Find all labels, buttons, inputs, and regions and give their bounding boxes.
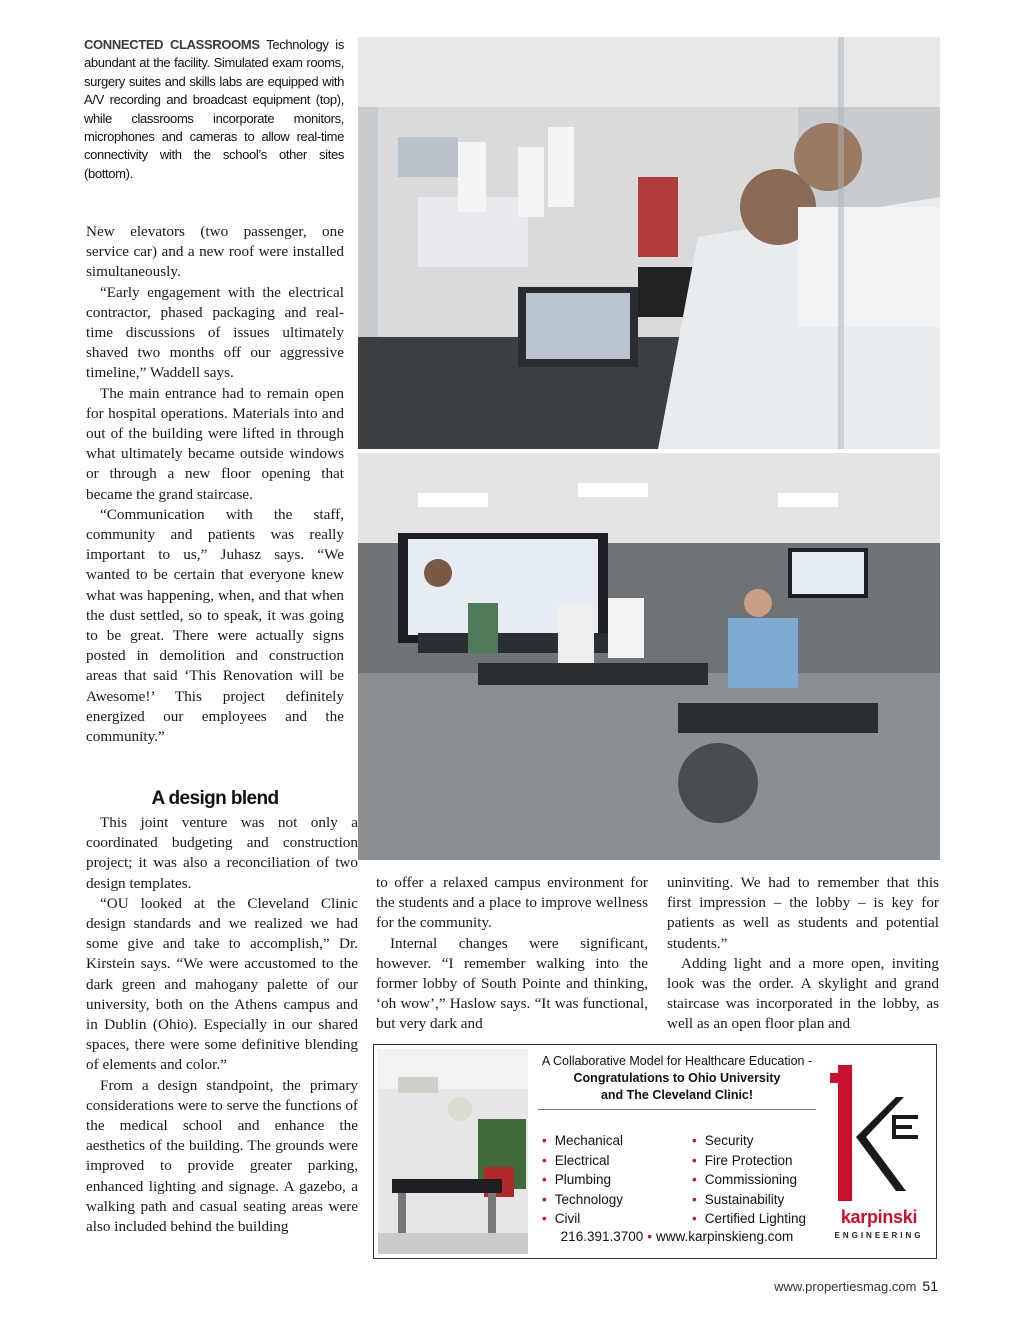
footer-site[interactable]: www.propertiesmag.com — [774, 1279, 917, 1294]
service-item: • Sustainability — [692, 1190, 862, 1210]
article-column-1-top — [86, 222, 344, 747]
karpinski-logo-mark — [826, 1063, 932, 1203]
ad-congrats-line-2: and The Cleveland Clinic! — [600, 1088, 754, 1102]
paragraph: Adding light and a more open, inviting look was the order. A skylight and grand staircase was incorporated in the lobby, as well as an open floor plan and — [667, 954, 939, 1033]
paragraph: “Communication with the staff, community and patients was really important to us,” Juhasz says. “We wanted to be certain that everyone knew what was happening, when, and that when the dust settled, so to speak, it was going to be great. There were actually signs posted in demolition and construction areas that said ‘This Renovation will be Awesome!’ This project definitely energized our employees and the community.” — [86, 505, 344, 746]
service-item: • Civil — [542, 1209, 712, 1229]
paragraph: to offer a relaxed campus environment for the students and a place to improve wellness for the community. — [376, 874, 648, 932]
article-column-2 — [376, 873, 648, 1035]
ad-phone[interactable]: 216.391.3700 — [560, 1229, 644, 1244]
service-item: • Certified Lighting — [692, 1209, 862, 1229]
ad-contact — [532, 1229, 822, 1244]
paragraph: The main entrance had to remain open for hospital operations. Materials into and out of the building were lifted in through what ultimately became outside windows or through a new floor opening that became the grand staircase. — [86, 384, 344, 503]
logo-wordmark: karpinski — [840, 1207, 918, 1227]
service-item: • Electrical — [542, 1151, 712, 1171]
paragraph: “OU looked at the Cleveland Clinic design standards and we realized we had some give and take to accomplish,” Dr. Kirstein says. “We were accustomed to the dark green and mahogany palette of our university, both on the Athens campus and in Dublin (Ohio). Especially in our shared spaces, there were some definitive blending of elements and color.” — [86, 894, 358, 1074]
photo-simulation-lab — [358, 37, 940, 449]
service-item: • Mechanical — [542, 1131, 712, 1151]
paragraph: Internal changes were significant, however. “I remember walking into the former lobby of South Pointe and thinking, ‘oh wow’,” Haslow says. “It was functional, but very dark and — [376, 934, 648, 1033]
service-item: • Plumbing — [542, 1170, 712, 1190]
ad-congrats-line-1: Congratulations to Ohio University — [573, 1071, 781, 1085]
service-item: • Commissioning — [692, 1170, 862, 1190]
service-item: • Security — [692, 1131, 862, 1151]
photo-classroom — [358, 453, 940, 860]
paragraph: New elevators (two passenger, one service car) and a new roof were installed simultaneously. — [86, 223, 344, 281]
section-heading: A design blend — [151, 788, 279, 809]
page-footer — [700, 1278, 938, 1294]
page-number: 51 — [922, 1278, 938, 1294]
caption-lead: CONNECTED CLASSROOMS — [84, 37, 260, 52]
photo-caption — [84, 36, 344, 183]
paragraph: “Early engagement with the electrical contractor, phased packaging and real-time discussions of issues ultimately shaved two months off our aggressive timeline,” Waddell says. — [86, 283, 344, 382]
ad-tagline: A Collaborative Model for Healthcare Education - — [541, 1054, 813, 1068]
advertisement-karpinski[interactable] — [373, 1044, 937, 1259]
paragraph: From a design standpoint, the primary considerations were to serve the functions of the medical school and enhance the aesthetics of the building. The grounds were improved to provide greater parking, enhanced lighting and signage. A gazebo, a walking path and casual seating areas were also included behind the building — [86, 1076, 358, 1236]
paragraph: uninviting. We had to remember that this first impression – the lobby – is key for patients as well as students and potential students.” — [667, 874, 939, 952]
ad-copy — [532, 1053, 822, 1244]
service-item: • Technology — [542, 1190, 712, 1210]
bullet-dot: • — [647, 1229, 652, 1244]
article-column-1-bottom — [86, 813, 358, 1237]
ad-operating-room-photo — [378, 1049, 528, 1254]
ad-website-link[interactable]: www.karpinskieng.com — [656, 1229, 794, 1244]
ad-divider — [538, 1109, 816, 1110]
logo-subtitle: ENGINEERING — [834, 1231, 924, 1240]
service-item: • Fire Protection — [692, 1151, 862, 1171]
karpinski-logo — [826, 1063, 932, 1253]
ad-services-left — [542, 1131, 712, 1229]
article-column-3 — [667, 873, 939, 1035]
caption-text: Technology is abundant at the facility. Simulated exam rooms, surgery suites and skills labs are equipped with A/V recording and broadcast equipment (top), while classrooms incorporate monitors, microphones and cameras to allow real-time connectivity with the school’s other sites (bottom). — [84, 37, 345, 181]
paragraph: This joint venture was not only a coordinated budgeting and construction project; it was also a reconciliation of two design templates. — [86, 814, 358, 892]
